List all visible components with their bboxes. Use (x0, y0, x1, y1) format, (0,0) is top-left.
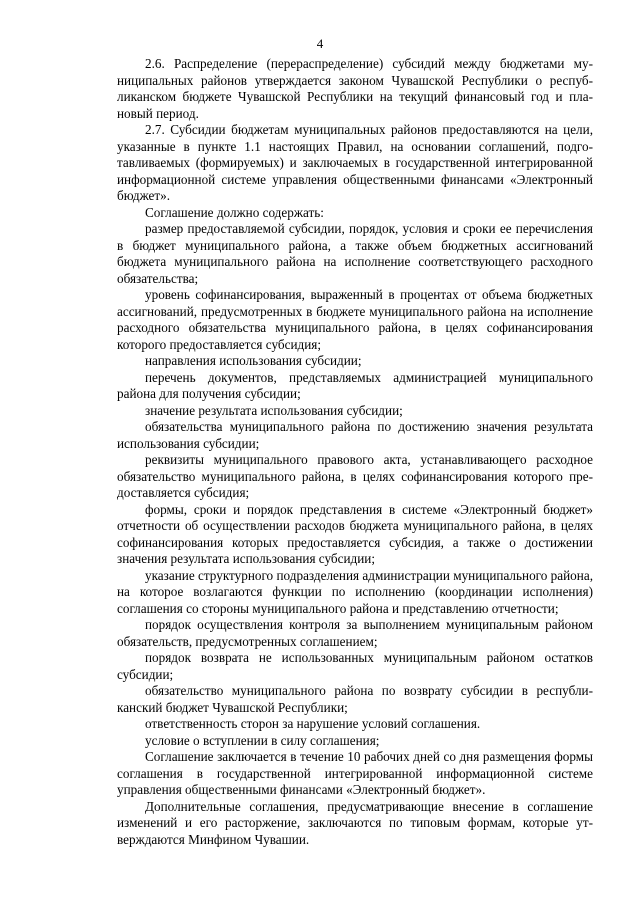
page-number: 4 (316, 36, 324, 51)
additional-agreements: Дополнительные соглашения, предусматривающие внесение в соглашение изменений и его расторжение, заключаются по типовым формам, которые утверждаются Минфином Чувашии. (117, 798, 593, 847)
document-body (117, 56, 593, 848)
paragraph-2-6: 2.6. Распределение (перераспределение) субсидий между бюджетами муниципальных районов утверждается законом Чувашской Республики о республиканском бюджете Чувашской Республики на текущий финансовый год и плановый период. (117, 56, 593, 121)
list-item-structural-unit: указание структурного подразделения администрации муниципального района, на которое возлагаются функции по исполнению (координации исполнения) соглашения со стороны муниципального района и представлению отчетности; (117, 567, 593, 616)
list-item-control-procedure: порядок осуществления контроля за выполнением муниципальным районом обязательств, предусмотренных соглашением; (117, 617, 593, 649)
list-item-entry-into-force: условие о вступлении в силу соглашения; (145, 732, 380, 748)
list-item-result-obligations: обязательства муниципального района по достижению значения результата использования субсидии; (117, 419, 593, 451)
list-item-documents-list: перечень документов, представляемых администрацией муниципального района для получения субсидии; (117, 369, 593, 401)
agreement-conclusion-term: Соглашение заключается в течение 10 рабочих дней со дня размещения формы соглашения в государственной интегрированной информационной системе управления общественными финансами «Электронный бюджет». (117, 749, 593, 797)
paragraph-2-7: 2.7. Субсидии бюджетам муниципальных районов предоставляются на цели, указанные в пункте 1.1 настоящих Правил, на основании соглашений, подготавливаемых (формируемых) и заключаемых в государственной интегрированной информационной системе управления общественными финансами «Электронный бюджет». (117, 122, 593, 203)
list-item-legal-act-details: реквизиты муниципального правового акта, устанавливающего расходное обязательство муниципального района, в целях софинансирования которого предоставляется субсидия; (117, 452, 593, 500)
list-item-cofinancing-level: уровень софинансирования, выраженный в процентах от объема бюджетных ассигнований, предусмотренных в бюджете муниципального района на исполнение расходного обязательства муниципального района, в целях софинансирования которого предоставляется субсидия; (117, 287, 593, 352)
list-item-subsidy-amount: размер предоставляемой субсидии, порядок, условия и сроки ее перечисления в бюджет муниципального района, а также объем бюджетных ассигнований бюджета муниципального района на исполнение соответствующего расходного обязательства; (117, 221, 593, 286)
list-item-return-procedure: порядок возврата не использованных муниципальным районом остатков субсидии; (117, 650, 593, 682)
list-item-liability: ответственность сторон за нарушение условий соглашения. (145, 716, 481, 731)
list-item-return-obligation: обязательство муниципального района по возврату субсидии в республиканский бюджет Чувашской Республики; (117, 683, 593, 715)
list-item-reporting-forms: формы, сроки и порядок представления в системе «Электронный бюджет» отчетности об осуществлении расходов бюджета муниципального района, в целях софинансирования которых предоставляется субсидия, а также о достижении значения результата использования субсидии; (117, 501, 593, 566)
agreement-intro: Соглашение должно содержать: (145, 204, 324, 220)
list-item-usage-directions: направления использования субсидии; (145, 353, 362, 368)
list-item-result-value: значение результата использования субсидии; (145, 402, 403, 418)
